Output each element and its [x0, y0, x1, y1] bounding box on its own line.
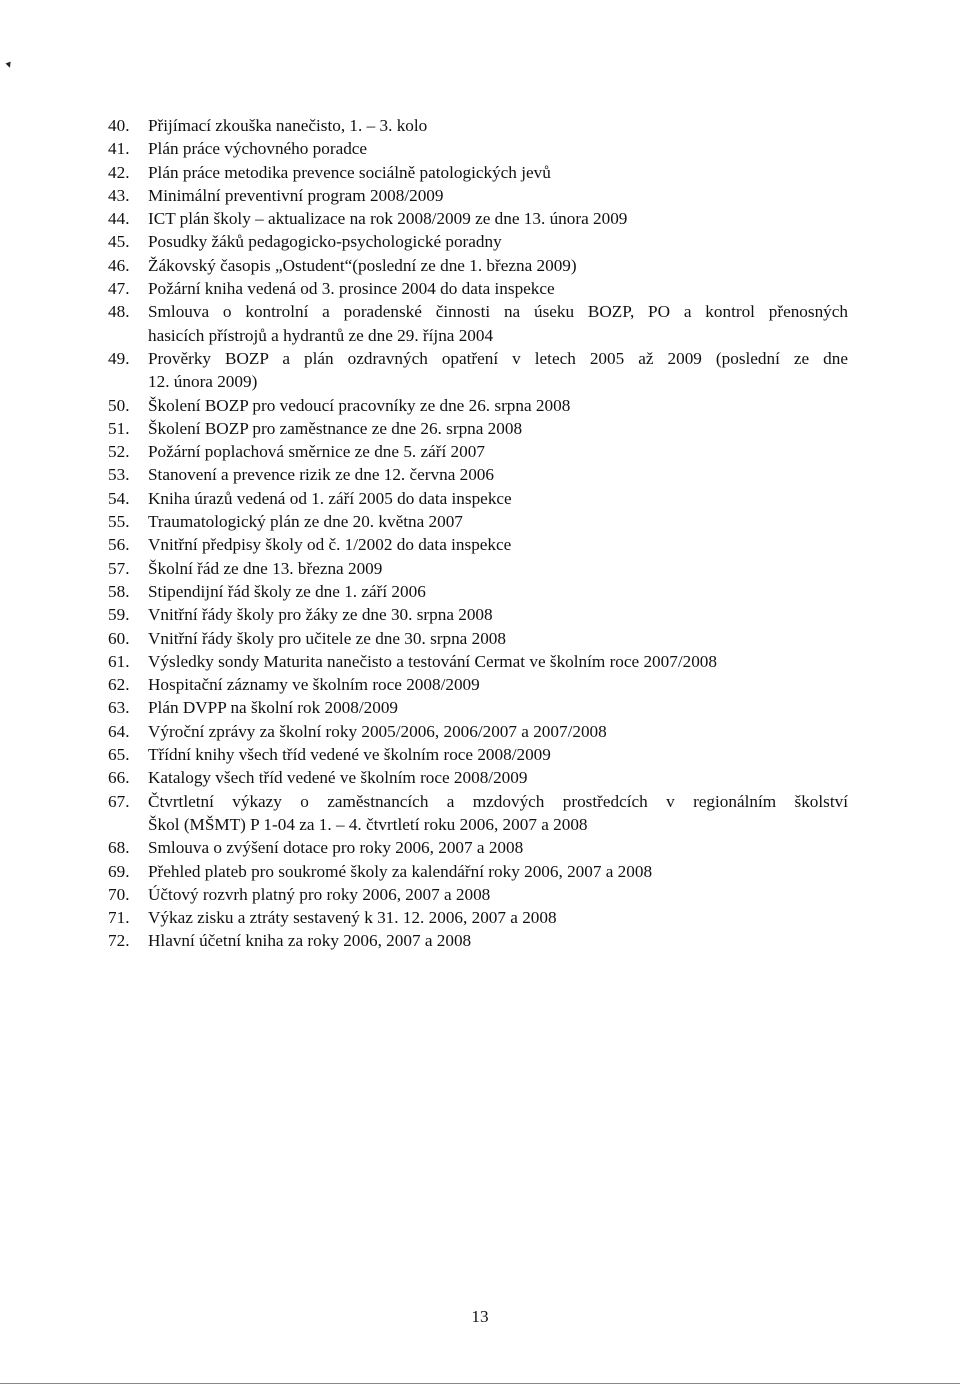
item-number: 41.: [108, 139, 130, 159]
item-text: Minimální preventivní program 2008/2009: [148, 185, 444, 205]
document-list: [108, 114, 848, 953]
item-text: Přijímací zkouška nanečisto, 1. – 3. kolo: [148, 116, 428, 135]
corner-scan-mark: ▾: [4, 58, 14, 72]
item-number: 70.: [108, 884, 130, 904]
item-text: Účtový rozvrh platný pro roky 2006, 2007 a 2008: [148, 884, 491, 904]
item-text: Posudky žáků pedagogicko-psychologické poradny: [148, 232, 502, 252]
item-text: Žákovský časopis „Ostudent“(poslední ze dne 1. března 2009): [148, 255, 577, 275]
item-text: Katalogy všech tříd vedené ve školním roce 2008/2009: [148, 768, 528, 788]
item-number: 69.: [108, 861, 130, 881]
item-number: 55.: [108, 512, 130, 532]
item-text: [148, 347, 848, 394]
item-number: 53.: [108, 465, 130, 485]
bottom-scan-line: [0, 1383, 960, 1384]
list-item: [108, 463, 848, 486]
item-number: 44.: [108, 209, 130, 229]
list-item: [108, 836, 848, 859]
item-text: Hlavní účetní kniha za roky 2006, 2007 a 2008: [148, 931, 472, 951]
list-item: [108, 883, 848, 906]
item-text: Požární poplachová směrnice ze dne 5. září 2007: [148, 442, 485, 462]
list-item: [108, 230, 848, 253]
item-number: 45.: [108, 232, 130, 252]
item-text: Hospitační záznamy ve školním roce 2008/2009: [148, 675, 480, 695]
item-number: 43.: [108, 185, 130, 205]
item-text: Stanovení a prevence rizik ze dne 12. června 2006: [148, 465, 494, 485]
item-number: 67.: [108, 791, 130, 811]
list-item: [108, 300, 848, 347]
list-item: [108, 627, 848, 650]
list-item: [108, 487, 848, 510]
item-number: 72.: [108, 931, 130, 951]
item-number: 48.: [108, 302, 130, 322]
item-text: Plán DVPP na školní rok 2008/2009: [148, 698, 399, 718]
list-item: [108, 720, 848, 743]
item-text: Školení BOZP pro vedoucí pracovníky ze dne 26. srpna 2008: [148, 395, 571, 415]
item-number: 47.: [108, 279, 130, 299]
list-item: [108, 650, 848, 673]
item-number: 42.: [108, 162, 130, 182]
item-number: 56.: [108, 535, 130, 555]
item-number: 71.: [108, 908, 130, 928]
list-item: [108, 207, 848, 230]
list-item: [108, 673, 848, 696]
item-text: [148, 300, 848, 347]
item-number: 65.: [108, 745, 130, 765]
item-text: Přehled plateb pro soukromé školy za kalendářní roky 2006, 2007 a 2008: [148, 861, 653, 881]
item-text: Výroční zprávy za školní roky 2005/2006, 2006/2007 a 2007/2008: [148, 721, 607, 741]
item-text: Kniha úrazů vedená od 1. září 2005 do data inspekce: [148, 488, 512, 508]
item-text: Třídní knihy všech tříd vedené ve školním roce 2008/2009: [148, 745, 551, 765]
list-item: [108, 277, 848, 300]
item-text: Traumatologický plán ze dne 20. května 2007: [148, 512, 463, 532]
item-number: 46.: [108, 255, 130, 275]
item-text-line-2: 12. února 2009): [148, 372, 258, 392]
item-number: 59.: [108, 605, 130, 625]
item-number: 52.: [108, 442, 130, 462]
item-text: Stipendijní řád školy ze dne 1. září 2006: [148, 581, 426, 601]
item-number: 62.: [108, 675, 130, 695]
list-item: [108, 137, 848, 160]
item-number: 64.: [108, 721, 130, 741]
item-number: 66.: [108, 768, 130, 788]
item-number: 54.: [108, 488, 130, 508]
list-item: [108, 906, 848, 929]
item-text: Plán práce metodika prevence sociálně patologických jevů: [148, 162, 551, 182]
item-number: 49.: [108, 348, 130, 368]
list-item: [108, 417, 848, 440]
list-item: [108, 790, 848, 837]
item-number: 61.: [108, 651, 130, 671]
item-text: Výsledky sondy Maturita nanečisto a testování Cermat ve školním roce 2007/2008: [148, 651, 717, 671]
list-item: [108, 161, 848, 184]
item-text: ICT plán školy – aktualizace na rok 2008/2009 ze dne 13. února 2009: [148, 209, 628, 229]
item-number: 50.: [108, 395, 130, 415]
list-item: [108, 603, 848, 626]
item-number: 40.: [108, 116, 130, 135]
list-item: [108, 254, 848, 277]
list-item: [108, 347, 848, 394]
list-item: [108, 860, 848, 883]
item-text-line-1: Smlouva o kontrolní a poradenské činnosti na úseku BOZP, PO a kontrol přenosných: [148, 302, 848, 322]
list-item: [108, 394, 848, 417]
item-text: Školení BOZP pro zaměstnance ze dne 26. srpna 2008: [148, 418, 523, 438]
item-number: 57.: [108, 558, 130, 578]
item-number: 51.: [108, 418, 130, 438]
item-number: 58.: [108, 581, 130, 601]
item-number: 60.: [108, 628, 130, 648]
list-item: [108, 929, 848, 952]
list-item: [108, 510, 848, 533]
item-text: Požární kniha vedená od 3. prosince 2004 do data inspekce: [148, 279, 555, 299]
item-text: Vnitřní řády školy pro učitele ze dne 30. srpna 2008: [148, 628, 506, 648]
item-text: Výkaz zisku a ztráty sestavený k 31. 12. 2006, 2007 a 2008: [148, 908, 557, 928]
item-text: Vnitřní řády školy pro žáky ze dne 30. srpna 2008: [148, 605, 493, 625]
list-item: [108, 580, 848, 603]
item-text-line-1: Čtvrtletní výkazy o zaměstnancích a mzdových prostředcích v regionálním školství: [148, 791, 848, 811]
item-text: Školní řád ze dne 13. března 2009: [148, 558, 383, 578]
item-text: Smlouva o zvýšení dotace pro roky 2006, 2007 a 2008: [148, 838, 524, 858]
page-number: 13: [471, 1307, 489, 1326]
list-item: [108, 114, 848, 137]
item-number: 63.: [108, 698, 130, 718]
list-item: [108, 184, 848, 207]
item-text-line-2: hasicích přístrojů a hydrantů ze dne 29. října 2004: [148, 325, 494, 345]
list-item: [108, 557, 848, 580]
list-item: [108, 533, 848, 556]
item-number: 68.: [108, 838, 130, 858]
list-item: [108, 743, 848, 766]
list-item: [108, 766, 848, 789]
item-text-line-1: Prověrky BOZP a plán ozdravných opatření v letech 2005 až 2009 (poslední ze dne: [148, 348, 848, 368]
item-text: Plán práce výchovného poradce: [148, 139, 368, 159]
list-item: [108, 696, 848, 719]
item-text-line-2: Škol (MŠMT) P 1-04 za 1. – 4. čtvrtletí roku 2006, 2007 a 2008: [148, 814, 588, 834]
item-text: [148, 790, 848, 837]
list-item: [108, 440, 848, 463]
item-text: Vnitřní předpisy školy od č. 1/2002 do data inspekce: [148, 535, 512, 555]
